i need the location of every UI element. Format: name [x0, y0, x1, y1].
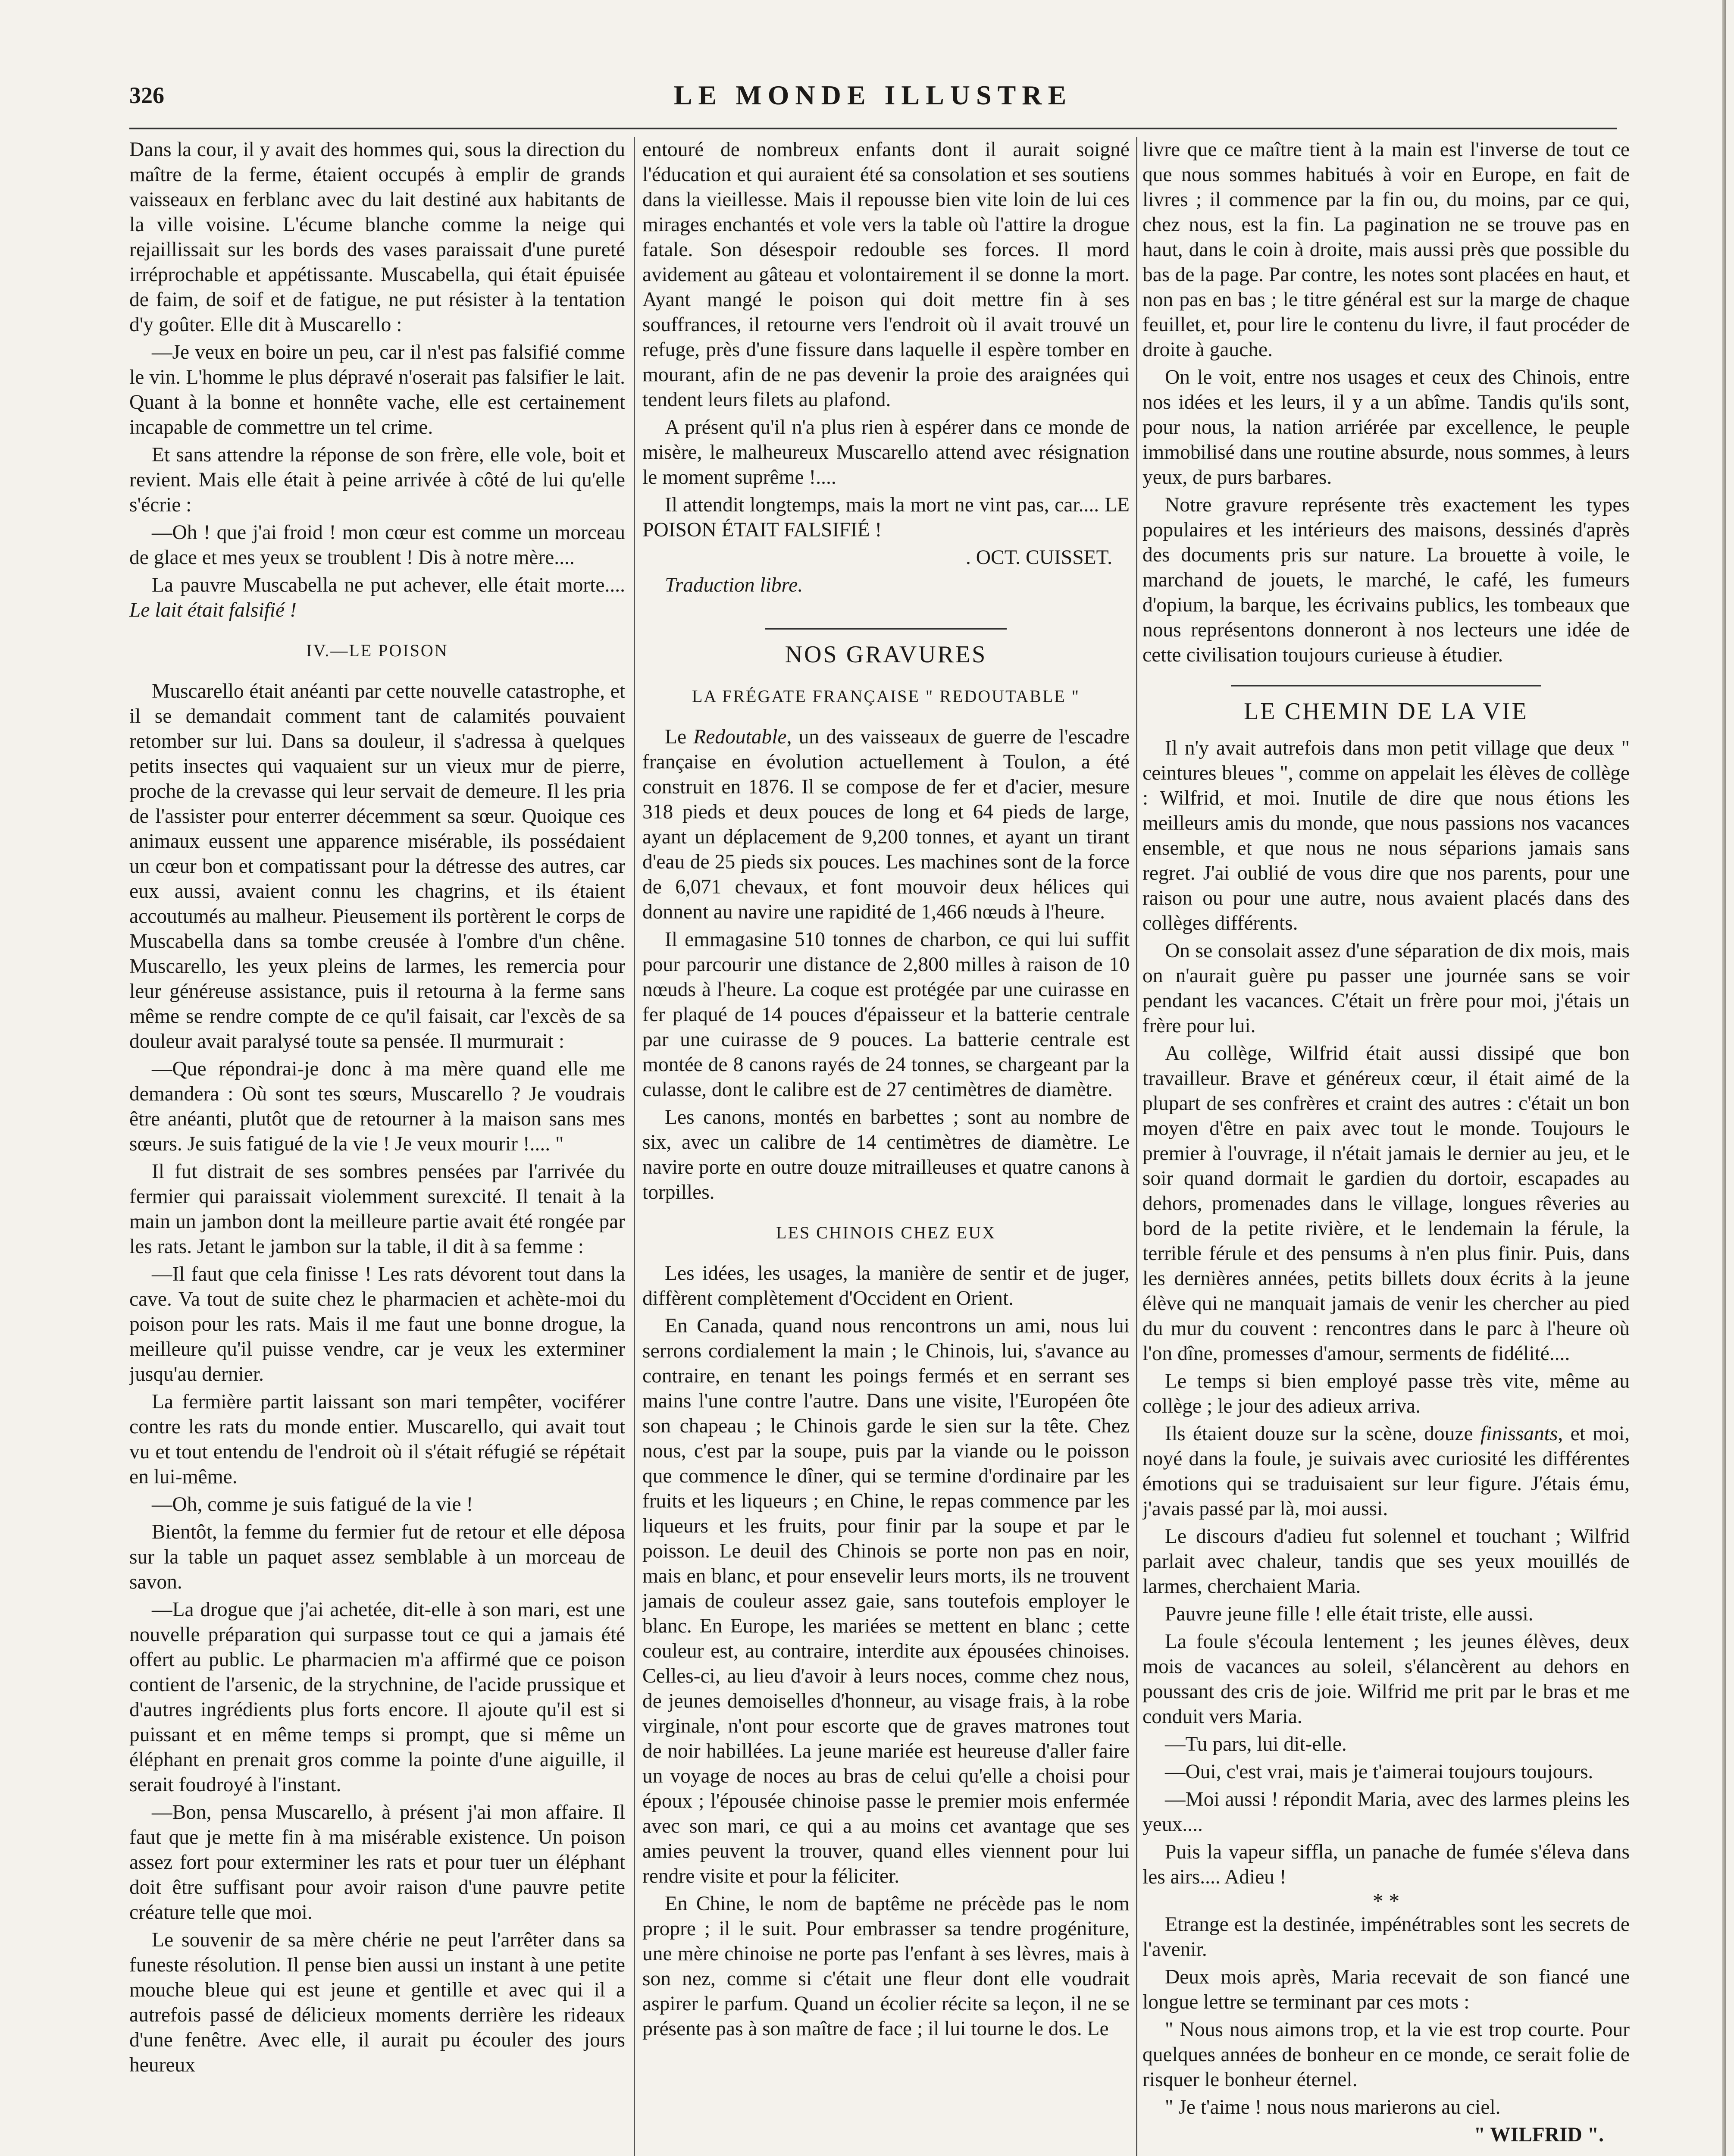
paragraph: On se consolait assez d'une séparation de dix mois, mais on n'aurait guère pu passer une journée sans se voir pendant les vacances. C'était un frère pour moi, j'étais un frère pour lui. [1142, 940, 1630, 1037]
paragraph-text: La pauvre Muscabella ne put achever, elle était morte.... [152, 574, 625, 596]
paragraph: —Oh ! que j'ai froid ! mon cœur est comme un morceau de glace et mes yeux se troublent ! Dis à notre mère.... [129, 521, 625, 569]
column-divider-2 [1136, 137, 1137, 2156]
column-divider-1 [634, 137, 635, 2156]
paragraph: —Tu pars, lui dit-elle. [1165, 1733, 1347, 1755]
paragraph-text: , et moi, noyé dans la foule, je suivais avec curiosité les différentes émotions qui se traduisaient sur leur figure. J'étais ému, j'avais passé par là, moi aussi. [1142, 1423, 1630, 1520]
paragraph: Le souvenir de sa mère chérie ne peut l'arrêter dans sa funeste résolution. Il pense bien aussi un instant à une petite mouche bleue qui est jeune et gentille et avec qui il a autrefois passé de délicieux moments derrière les rideaux d'une fenêtre. Avec elle, il aurait pu écouler des jours heureux [129, 1929, 625, 2076]
paragraph: —Il faut que cela finisse ! Les rats dévorent tout dans la cave. Va tout de suite chez le pharmacien et achète-moi du poison pour les rats. Mais il me faut une bonne drogue, la meilleure qu'il puisse vendre, car je veux les exterminer jusqu'au dernier. [129, 1263, 625, 1385]
paragraph: Et sans attendre la réponse de son frère, elle vole, boit et revient. Mais elle était à peine arrivée à côté de lui qu'elle s'écrie : [129, 444, 625, 516]
paragraph [1142, 1421, 1630, 1521]
paragraph: —Je veux en boire un peu, car il n'est pas falsifié comme le vin. L'homme le plus dépravé n'oserait pas falsifier le lait. Quant à la bonne et honnête vache, elle est certainement incapable de commettre un tel crime. [129, 341, 625, 439]
page-header [129, 78, 1617, 125]
paragraph: En Canada, quand nous rencontrons un ami, nous lui serrons cordialement la main ; le Chinois, lui, s'avance au contraire, en tenant les poings fermés et en serrant ses mains l'une contre l'autre. Dans une visite, l'Européen ôte son chapeau ; le Chinois garde le sien sur la tête. Chez nous, c'est par la soupe, puis par la viande ou le poisson que commence le dîner, qui se termine d'ordinaire par les fruits et les liqueurs ; en Chine, le repas commence par les liqueurs et les fruits, pour finir par la soupe et par le poisson. Le deuil des Chinois se porte non pas en noir, mais en blanc, et pour ensevelir leurs morts, ils ne trouvent jamais de couleur assez gaie, sans toutefois employer le blanc. En Europe, les mariées se mettent en blanc ; cette couleur est, au contraire, interdite aux épousées chinoises. Celles-ci, au lieu d'avoir à leurs noces, comme chez nous, de jeunes demoiselles d'honneur, au visage frais, à la robe virginale, n'ont pour escorte que de graves matrones tout de noir habillées. La jeune mariée est heureuse d'aller faire un voyage de noces au bras de celui qu'elle a choisi pour époux ; l'épousée chinoise passe le premier mois enfermée avec son mari, ce qui a au moins cet avantage que ses amies peuvent la trouver, quand elles viennent pour lui rendre visite et pour la féliciter. [642, 1315, 1130, 1887]
paragraph [642, 724, 1130, 924]
paragraph: Notre gravure représente très exactement les types populaires et les intérieurs des maisons, dessinés d'après des documents pris sur nature. La brouette à voile, le marchand de jouets, le marché, le café, les fumeurs d'opium, la barque, les écrivains publics, les tombeaux que nous représentons donneront à nos lecteurs une idée de cette civilisation toujours curieuse à étudier. [1142, 494, 1630, 666]
paragraph: —Oui, c'est vrai, mais je t'aimerai toujours toujours. [1165, 1761, 1593, 1783]
paragraph: A présent qu'il n'a plus rien à espérer dans ce monde de misère, le malheureux Muscarello attend avec résignation le moment suprême !.... [642, 416, 1130, 489]
paragraph: Pauvre jeune fille ! elle était triste, elle aussi. [1165, 1603, 1534, 1625]
subheading-chinois: LES CHINOIS CHEZ EUX [776, 1223, 996, 1242]
paragraph: —Oh, comme je suis fatigué de la vie ! [152, 1493, 473, 1516]
emphasis-text: finissants [1480, 1423, 1558, 1445]
paragraph: —Moi aussi ! répondit Maria, avec des larmes pleins les yeux.... [1142, 1788, 1630, 1836]
column-1 [129, 137, 625, 2156]
section-rule [1231, 685, 1541, 686]
subheading-redoutable: LA FRÉGATE FRANÇAISE " REDOUTABLE " [692, 686, 1080, 706]
author-signature: . OCT. CUISSET. [966, 546, 1112, 569]
emphasis-text: Le lait était falsifié ! [129, 599, 297, 621]
paragraph: Le temps si bien employé passe très vite, même au collège ; le jour des adieux arriva. [1142, 1370, 1630, 1417]
letter-signature: " WILFRID ". [1474, 2124, 1604, 2146]
paragraph: Puis la vapeur siffla, un panache de fumée s'éleva dans les airs.... Adieu ! [1142, 1841, 1630, 1888]
paragraph: La fermière partit laissant son mari tempêter, vociférer contre les rats du monde entier. Muscarello, qui avait tout vu et tout entendu de l'endroit où il s'était réfugié se répétait en lui-même. [129, 1391, 625, 1488]
paragraph: On le voit, entre nos usages et ceux des Chinois, entre nos idées et les leurs, il y a un abîme. Tandis qu'ils sont, pour nous, la nation arriérée par excellence, le peuple immobilisé dans une routine absurde, nous sommes, à leurs yeux, de purs barbares. [1142, 366, 1630, 489]
paragraph: Il n'y avait autrefois dans mon petit village que deux " ceintures bleues ", comme on appelait les élèves de collège : Wilfrid, et moi. Inutile de dire que nous étions les meilleurs amis du monde, que nous passions nos vacances ensemble, et que nous ne nous séparions jamais sans regret. J'ai oublié de vous dire que nos parents, pour une raison ou pour une autre, nous avaient placés dans des collèges différents. [1142, 737, 1630, 934]
paragraph: " Nous nous aimons trop, et la vie est trop courte. Pour quelques années de bonheur en ce monde, ce serait folie de risquer le bonheur éternel. [1142, 2018, 1630, 2091]
paragraph: " Je t'aime ! nous nous marierons au ciel. [1165, 2096, 1501, 2118]
section-title-chemin-de-la-vie: LE CHEMIN DE LA VIE [1244, 698, 1528, 725]
page-binding-edge [1722, 0, 1726, 2156]
paragraph-text: , un des vaisseaux de guerre de l'escadre française en évolution actuellement à Toulon, a été construit en 1876. Il se compose de fer et d'acier, mesure 318 pieds et deux pouces de long et 64 pieds de large, ayant un déplacement de 9,200 tonnes, et ayant un tirant d'eau de 25 pieds six pouces. Les machines sont de la force de 6,071 chevaux, et font mouvoir deux hélices qui donnent au navire une rapidité de 1,466 nœuds à l'heure. [642, 726, 1130, 923]
paragraph: Les idées, les usages, la manière de sentir et de juger, diffèrent complètement d'Occident en Orient. [642, 1262, 1130, 1310]
paragraph: La foule s'écoula lentement ; les jeunes élèves, deux mois de vacances au soleil, s'élancèrent au dehors en poussant des cris de joie. Wilfrid me prit par le bras et me conduit vers Maria. [1142, 1630, 1630, 1728]
paragraph: Dans la cour, il y avait des hommes qui, sous la direction du maître de la ferme, étaient occupés à emplir de grands vaisseaux en ferblanc avec du lait destiné aux habitants de la ville voisine. L'écume blanche comme la neige qui rejaillissait sur les bords des vases paraissait d'une pureté irréprochable et appétissante. Muscabella, qui était épuisée de faim, de soif et de fatigue, ne put résister à la tentation d'y goûter. Elle dit à Muscarello : [129, 138, 625, 336]
section-title-nos-gravures: NOS GRAVURES [785, 641, 987, 668]
paragraph-text: Le [665, 726, 694, 748]
paragraph: Il fut distrait de ses sombres pensées par l'arrivée du fermier qui paraissait violemment surexcité. Il tenait à la main un jambon dont la meilleure partie avait été rongée par les rats. Jetant le jambon sur la table, il dit à sa femme : [129, 1160, 625, 1258]
paragraph: livre que ce maître tient à la main est l'inverse de tout ce que nous sommes habitués à voir en Europe, en fait de livres ; il commence par la fin ou, du moins, par ce qui, chez nous, est la fin. La pagination ne se trouve pas en haut, dans le coin à droite, mais aussi près que possible du bas de la page. Par contre, les notes sont placées en haut, et non pas en bas ; le titre général est sur la marge de chaque feuillet, et, pour lire le contenu du livre, il faut procéder de droite à gauche. [1142, 138, 1630, 361]
chapter-heading: IV.—LE POISON [306, 641, 448, 660]
column-3 [1142, 137, 1630, 2156]
paragraph: En Chine, le nom de baptême ne précède pas le nom propre ; il le suit. Pour embrasser sa tendre progéniture, une mère chinoise ne porte pas l'enfant à ses lèvres, mais à son nez, comme si c'était une fleur dont elle voudrait aspirer le parfum. Quand un écolier récite sa leçon, il ne se présente pas à son maître de face ; il lui tourne le dos. Le [642, 1893, 1130, 2040]
paragraph: Il emmagasine 510 tonnes de charbon, ce qui lui suffit pour parcourir une distance de 2,800 milles à raison de 10 nœuds à l'heure. La coque est protégée par une cuirasse en fer plaqué de 14 pouces d'épaisseur et la batterie centrale par une cuirasse de 9 pouces. La batterie centrale est montée de 8 canons rayés de 24 tonnes, se chargeant par la culasse, dont le calibre est de 27 centimètres de diamètre. [642, 928, 1130, 1101]
column-2 [642, 137, 1130, 2156]
paragraph: Deux mois après, Maria recevait de son fiancé une longue lettre se terminant par ces mots : [1142, 1966, 1630, 2013]
paragraph: —Que répondrai-je donc à ma mère quand elle me demandera : Où sont tes sœurs, Muscarello ? Je voudrais être anéanti, plutôt que de retourner à la maison sans mes sœurs. Je suis fatigué de la vie ! Je veux mourir !.... " [129, 1058, 625, 1155]
page-number: 326 [129, 82, 164, 108]
paragraph: Les canons, montés en barbettes ; sont au nombre de six, avec un calibre de 14 centimètres de diamètre. Le navire porte en outre douze mitrailleuses et quatre canons à torpilles. [642, 1106, 1130, 1203]
ship-name: Redoutable [693, 726, 787, 748]
section-break-stars: * * [1372, 1889, 1400, 1913]
paragraph: Muscarello était anéanti par cette nouvelle catastrophe, et il se demandait comment tant de calamités pouvaient retomber sur lui. Dans sa douleur, il s'adressa à quelques petits insectes qui vaquaient sur un vieux mur de pierre, proche de la crevasse qui leur servait de demeure. Il les pria de l'assister pour enterrer décemment sa sœur. Quoique ces animaux eussent une apparence misérable, ils possédaient un cœur bon et compatissant pour la détresse des autres, car eux aussi, avaient connu les chagrins, et ils étaient accoutumés au malheur. Pieusement ils portèrent le corps de Muscabella dans sa tombe creusée à l'ombre d'un chêne. Muscarello, les yeux pleins de larmes, les remercia pour leur généreuse assistance, puis il retourna à la ferme sans même se rendre compte de ce qu'il faisait, car l'excès de sa douleur avait paralysé toute sa pensée. Il murmurait : [129, 680, 625, 1053]
paragraph: Bientôt, la femme du fermier fut de retour et elle déposa sur la table un paquet assez semblable à un morceau de savon. [129, 1521, 625, 1593]
paragraph: Etrange est la destinée, impénétrables sont les secrets de l'avenir. [1142, 1913, 1630, 1961]
paragraph: Il attendit longtemps, mais la mort ne vint pas, car.... LE POISON ÉTAIT FALSIFIÉ ! [642, 494, 1130, 541]
paragraph [129, 573, 625, 623]
paragraph: —Bon, pensa Muscarello, à présent j'ai mon affaire. Il faut que je mette fin à ma misérable existence. Un poison assez fort pour exterminer les rats et pour tuer un éléphant doit être suffisant pour avoir raison d'une pauvre petite créature telle que moi. [129, 1801, 625, 1924]
paragraph: Au collège, Wilfrid était aussi dissipé que bon travailleur. Brave et généreux cœur, il était aimé de la plupart de ses confrères et craint des autres : c'était un bon moyen d'être en paix avec tout le monde. Toujours le premier à l'ouvrage, il n'était jamais le dernier au jeu, et le soir quand dormait le gardien du dortoir, escapades au dehors, promenades dans le village, longues rêveries au bord de la petite rivière, et le lendemain la férule, la terrible férule et des pensums à n'en plus finir. Puis, dans les dernières années, petits billets doux écrits à la jeune élève qui ne manquait jamais de venir les chercher au pied du mur du couvent : rencontres dans le parc à l'heure où l'on dîne, promesses d'amour, serments de fidélité.... [1142, 1042, 1630, 1365]
section-rule [765, 628, 1007, 630]
paragraph-text: Ils étaient douze sur la scène, douze [1165, 1423, 1480, 1445]
paragraph: —La drogue que j'ai achetée, dit-elle à son mari, est une nouvelle préparation qui surpasse tout ce qui a jamais été offert au public. Le pharmacien m'a affirmé que ce poison contient de l'arsenic, de la strychnine, de l'acide prussique et d'autres ingrédients plus forts encore. Il ajoute qu'il est si puissant et en même temps si prompt, que si même un éléphant en prenait gros comme la pointe d'une aiguille, il serait foudroyé à l'instant. [129, 1598, 625, 1796]
translation-note: Traduction libre. [665, 574, 803, 596]
masthead-title: LE MONDE ILLUSTRE [673, 80, 1073, 110]
paragraph: entouré de nombreux enfants dont il aurait soigné l'éducation et qui auraient été sa consolation et ses soutiens dans la vieillesse. Mais il repousse bien vite loin de lui ces mirages enchantés et vole vers la table où l'attire la drogue fatale. Son désespoir redouble ses forces. Il mord avidement au gâteau et volontairement il se donne la mort. Ayant mangé le poison qui doit mettre fin à ses souffrances, il retourne vers l'endroit où il avait trouvé un refuge, près d'une fissure dans laquelle il espère tomber en mourant, afin de ne pas devenir la proie des araignées qui tendent leurs filets au plafond. [642, 138, 1130, 411]
paragraph: Le discours d'adieu fut solennel et touchant ; Wilfrid parlait avec chaleur, tandis que ses yeux mouillés de larmes, cherchaient Maria. [1142, 1525, 1630, 1598]
header-rule [129, 128, 1617, 129]
